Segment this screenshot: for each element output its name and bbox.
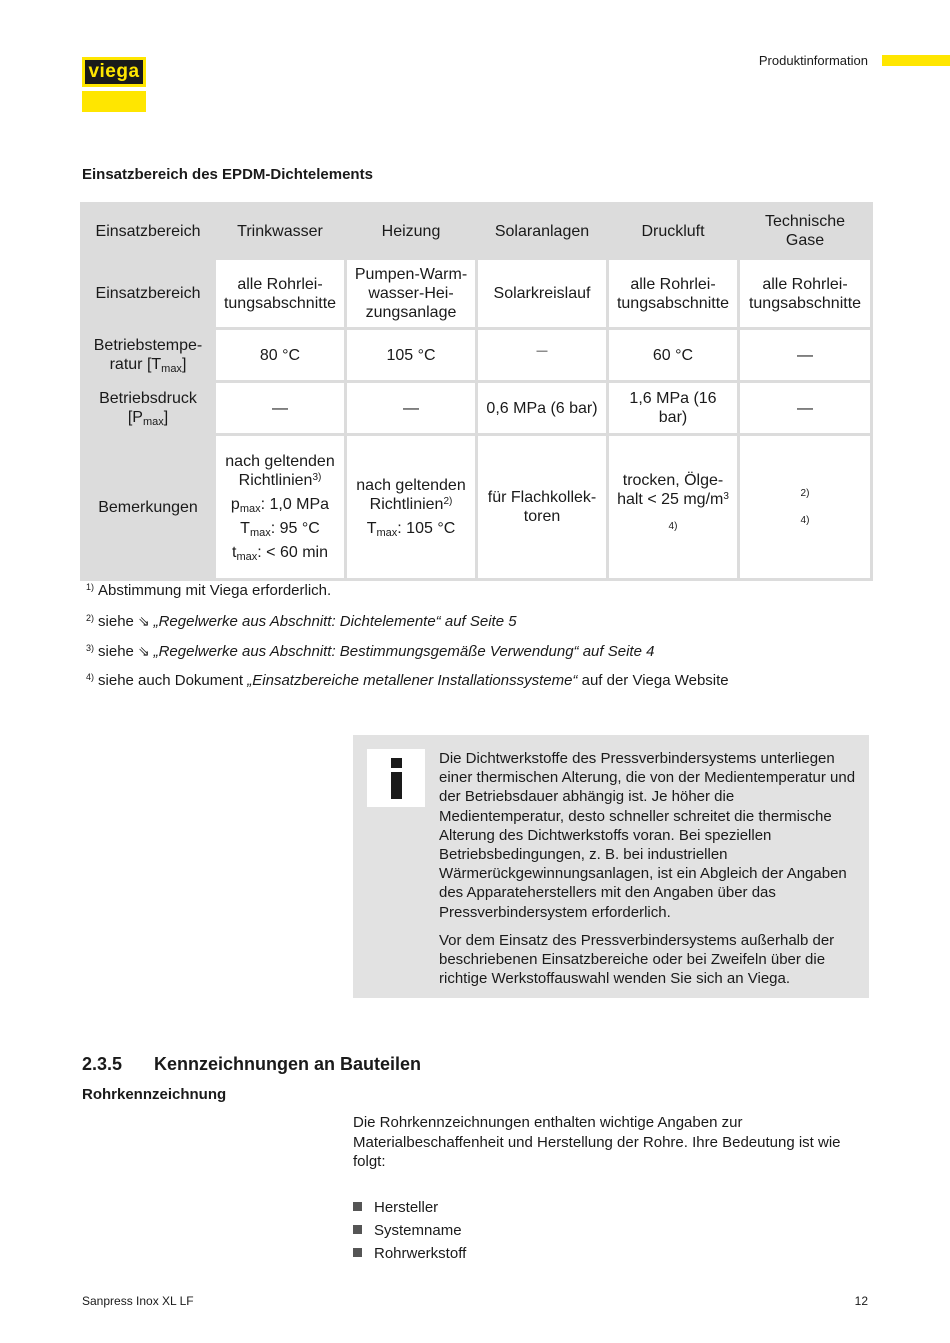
footnote-ref: 4) bbox=[668, 520, 678, 532]
table-cell: Solarkreislauf bbox=[477, 259, 608, 329]
footnote: $^{3)}$ siehe ⇘ „Regelwerke aus Abschnitt: Bestimmungsgemäße Verwendung“ auf Seite 4 bbox=[86, 643, 655, 660]
body-paragraph: Die Rohrkennzeichnungen enthalten wichtige Angaben zur Materialbeschaffenheit und Herstellung der Rohre. Ihre Bedeutung ist wie folgt: bbox=[353, 1114, 841, 1170]
table-cell bbox=[215, 435, 346, 580]
header-label: Produktinformation bbox=[758, 53, 868, 68]
table-cell: — bbox=[215, 382, 346, 435]
table-cell: alle Rohrlei-tungsabschnitte bbox=[215, 259, 346, 329]
table-cell: — bbox=[346, 382, 477, 435]
table-row bbox=[82, 259, 872, 329]
bullet-square-icon bbox=[353, 1248, 362, 1257]
row-label: Einsatzbereich bbox=[82, 259, 215, 329]
section-number: 2.3.5 bbox=[82, 1054, 123, 1074]
cell-line: $t_{max}$: < 60 min bbox=[232, 544, 328, 563]
header-cell: Technische Gase bbox=[739, 204, 872, 259]
table-cell: 80 °C bbox=[215, 329, 346, 382]
subheading: Rohrkennzeichnung bbox=[82, 1086, 227, 1103]
table-cell: — bbox=[739, 329, 872, 382]
list-item: Hersteller bbox=[353, 1198, 466, 1221]
cell-line: nach geltenden Richtlinien$^{3)}$ bbox=[225, 453, 335, 489]
table-cell: trocken, Ölge-halt < 25 $mg/m^3$ 4) bbox=[608, 435, 739, 580]
logo-yellow-top bbox=[82, 57, 146, 87]
table-cell: — bbox=[477, 329, 608, 382]
footnote-link[interactable]: „Regelwerke aus Abschnitt: Dichtelemente“ auf Seite 5 bbox=[153, 613, 517, 630]
list-item: Systemname bbox=[353, 1221, 466, 1244]
info-box bbox=[353, 735, 869, 998]
header-cell: Heizung bbox=[346, 204, 477, 259]
info-text bbox=[439, 749, 859, 997]
page-number: 12 bbox=[854, 1294, 868, 1308]
table-cell: 0,6 MPa (6 bar) bbox=[477, 382, 608, 435]
footnote-ref: 2) bbox=[800, 488, 810, 499]
reference-arrow-icon: ⇘ bbox=[137, 613, 150, 629]
info-paragraph: Vor dem Einsatz des Pressverbindersystems außerhalb der beschriebenen Einsatzbereiche oder bei Zweifeln über die richtige Werkstoffauswahl wenden Sie sich an Viega. bbox=[439, 931, 835, 988]
application-range-table bbox=[80, 202, 873, 581]
footnote-ref: 4) bbox=[800, 515, 810, 526]
cell-line: $p_{max}$: 1,0 MPa bbox=[230, 496, 330, 515]
header-yellow-bar bbox=[882, 55, 950, 66]
table-cell: alle Rohrlei-tungsabschnitte bbox=[739, 259, 872, 329]
table-header-row bbox=[82, 204, 872, 259]
table-row bbox=[82, 435, 872, 580]
table-cell: 1,6 MPa (16 bar) bbox=[608, 382, 739, 435]
table-cell: alle Rohrlei-tungsabschnitte bbox=[608, 259, 739, 329]
row-label: Betriebstempe-ratur $[T_{max}]$ bbox=[82, 329, 215, 382]
header-cell: Trinkwasser bbox=[215, 204, 346, 259]
cell-line: $T_{max}$: 105 °C bbox=[366, 520, 456, 539]
header-cell: Druckluft bbox=[608, 204, 739, 259]
logo-yellow-bar bbox=[82, 91, 146, 112]
list-item: Rohrwerkstoff bbox=[353, 1244, 466, 1267]
info-paragraph: Die Dichtwerkstoffe des Pressverbindersystems unterliegen einer thermischen Alterung, die von der Medientemperatur und der Betriebsdauer abhängig ist. Je höher die Medientemperatur, desto schneller schreitet die thermische Alterung des Dichtwerkstoffs voran. Bei speziellen Betriebsbedingungen, z. B. bei industriellen Wärmerückgewinnungsanlagen, ist ein Abgleich der Angaben des Apparateherstellers mit den Angaben über das Pressverbindersystem erforderlich. bbox=[439, 750, 856, 921]
table-row bbox=[82, 329, 872, 382]
table-cell: für Flachkollek-toren bbox=[477, 435, 608, 580]
table-cell: 105 °C bbox=[346, 329, 477, 382]
footnotes bbox=[86, 582, 886, 702]
bullet-square-icon bbox=[353, 1225, 362, 1234]
viega-logo bbox=[82, 57, 146, 112]
reference-arrow-icon: ⇘ bbox=[137, 643, 150, 659]
section-title: Kennzeichnungen an Bauteilen bbox=[154, 1054, 422, 1074]
table-cell bbox=[346, 435, 477, 580]
footnote: $^{2)}$ siehe ⇘ „Regelwerke aus Abschnitt: Dichtelemente“ auf Seite 5 bbox=[86, 613, 517, 630]
table-cell: Pumpen-Warm-wasser-Hei-zungsanlage bbox=[346, 259, 477, 329]
table-cell bbox=[739, 435, 872, 580]
row-label: Betriebsdruck $[P_{max}]$ bbox=[82, 382, 215, 435]
header-cell: Einsatzbereich bbox=[82, 204, 215, 259]
footer-product: Sanpress Inox XL LF bbox=[82, 1294, 194, 1308]
row-label: Bemerkungen bbox=[82, 435, 215, 580]
bullet-square-icon bbox=[353, 1202, 362, 1211]
footnote: $^{4)}$ siehe auch Dokument „Einsatzbereiche metallener Installationssysteme“ auf der Viega Website bbox=[86, 672, 729, 689]
table-cell: — bbox=[739, 382, 872, 435]
table-heading: Einsatzbereich des EPDM-Dichtelements bbox=[82, 166, 373, 183]
document-title: „Einsatzbereiche metallener Installationssysteme“ bbox=[247, 672, 578, 689]
bullet-list bbox=[353, 1198, 466, 1267]
table-cell: 60 °C bbox=[608, 329, 739, 382]
header-cell: Solaranlagen bbox=[477, 204, 608, 259]
logo-text: viega bbox=[85, 60, 143, 84]
info-icon bbox=[367, 749, 425, 807]
footnote-link[interactable]: „Regelwerke aus Abschnitt: Bestimmungsgemäße Verwendung“ auf Seite 4 bbox=[153, 643, 655, 660]
cell-line: $T_{max}$: 95 °C bbox=[240, 520, 320, 539]
cell-line: nach geltenden Richtlinien$^{2)}$ bbox=[356, 477, 466, 513]
footnote: $^{1)}$ Abstimmung mit Viega erforderlich. bbox=[86, 582, 332, 599]
table-row bbox=[82, 382, 872, 435]
section-heading bbox=[82, 1054, 421, 1075]
